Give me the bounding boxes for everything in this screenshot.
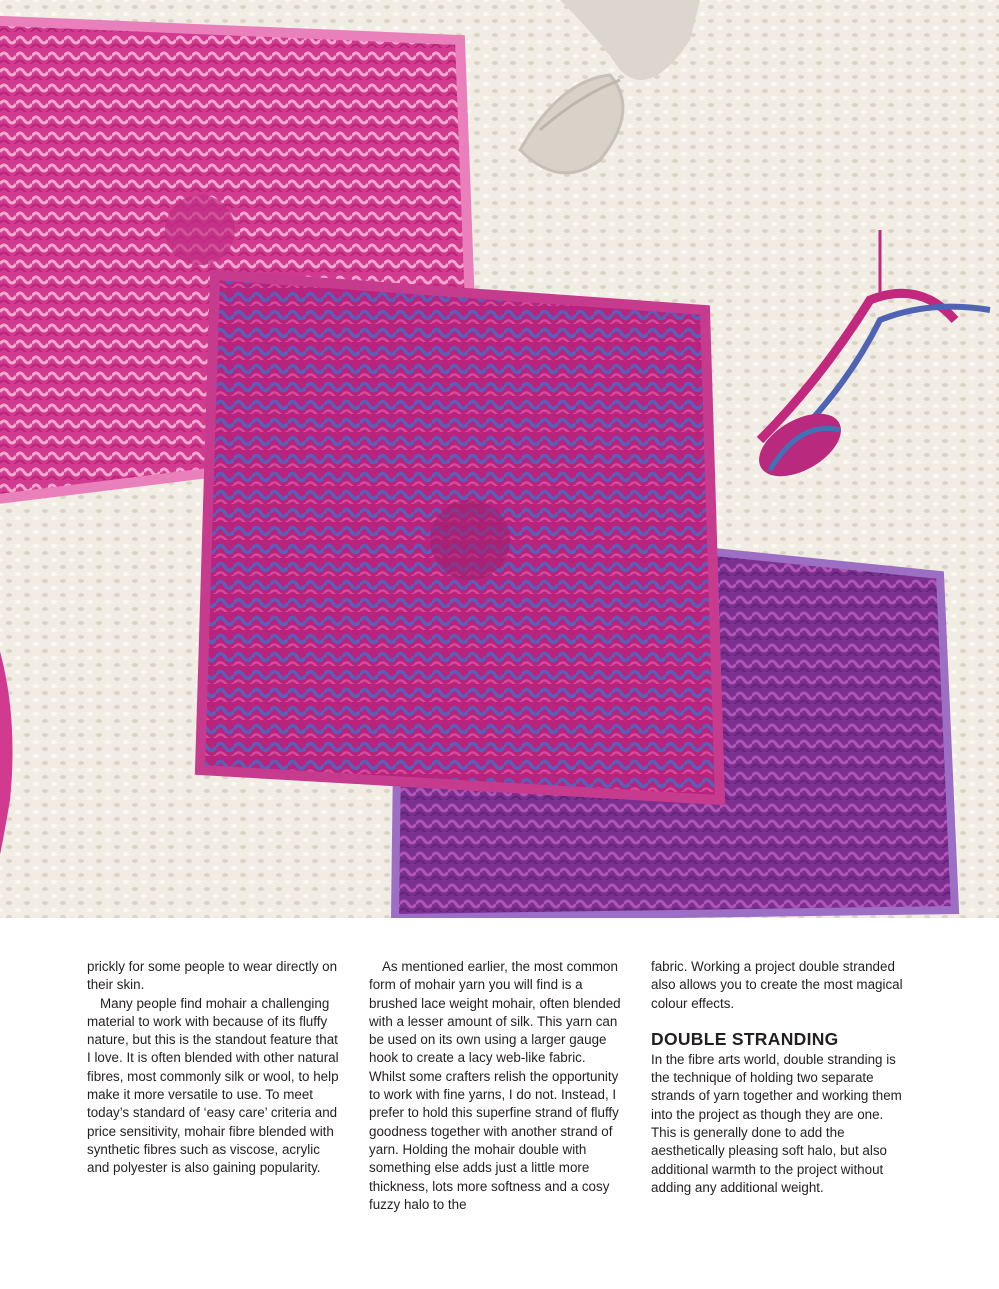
column-3-paragraph-2: In the fibre arts world, double stranding is the technique of holding two separate strands of yarn together and working them into the project as though they are one. This is generally done to add the aesthetically pleasing soft halo, but also additional warmth to the project without adding any additional weight.: [651, 1051, 902, 1195]
column-1-paragraph-1: prickly for some people to wear directly on their skin.: [87, 959, 338, 993]
section-heading: DOUBLE STRANDING: [651, 1028, 839, 1049]
multicolour-crochet-square: [200, 275, 720, 800]
pink-yarn-edge: [0, 620, 13, 900]
multicolour-yarn-bundle: [749, 230, 990, 489]
article-column-1: [87, 958, 342, 1178]
column-2-paragraph-1: As mentioned earlier, the most common form of mohair yarn you will find is a brushed lace weight mohair, often blended with a lesser amount of silk. This yarn can be used on its own using a larger gauge hook to create a lacy web-like fabric. Whilst some crafters relish the opportunity to work with fine yarns, I do not. Instead, I prefer to hold this superfine strand of fluffy goodness together with another strand of yarn. Holding the mohair double with something else adds just a little more thickness, lots more softness and a cosy fuzzy halo to the: [369, 959, 621, 1212]
article-column-3: [651, 958, 906, 1197]
column-3-paragraph-1: fabric. Working a project double stranded also allows you to create the most magical colour effects.: [651, 959, 903, 1011]
article-column-2: [369, 958, 624, 1214]
column-1-paragraph-2: Many people find mohair a challenging material to work with because of its fluffy nature, but this is the standout feature that I love. It is often blended with other natural fibres, most commonly silk or wool, to help make it more versatile to use. To meet today’s standard of ‘easy care’ criteria and price sensitivity, mohair fibre blended with synthetic fibres such as viscose, acrylic and polyester is also gaining popularity.: [87, 995, 339, 1176]
cream-yarn-bundle: [520, 0, 700, 173]
